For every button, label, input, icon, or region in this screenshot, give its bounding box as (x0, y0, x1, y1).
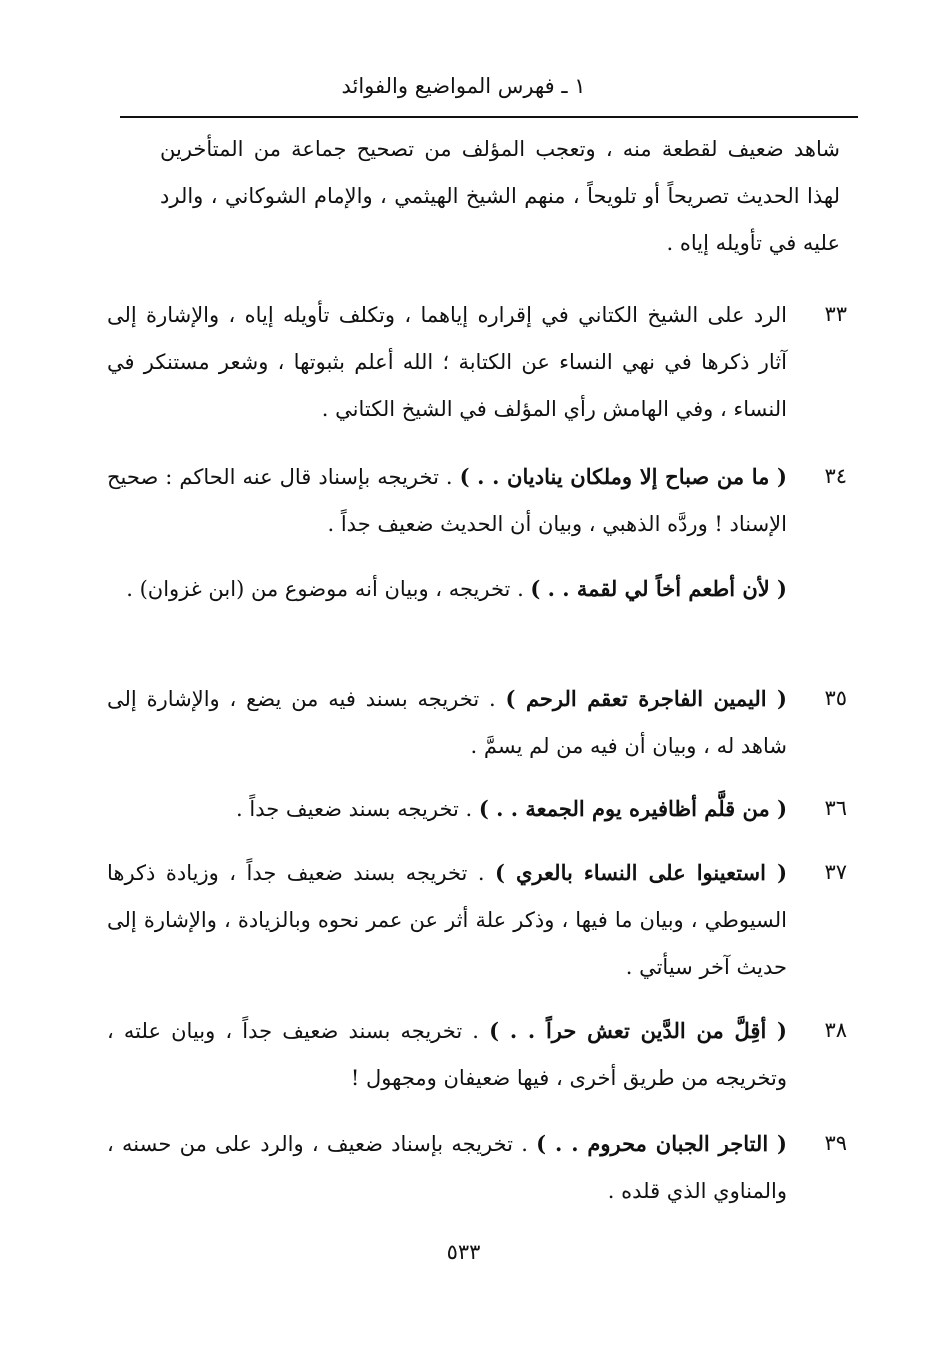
hadith-quote: ( اليمين الفاجرة تعقم الرحم ) (505, 686, 787, 711)
entry-text (107, 1120, 787, 1215)
entry-number: ٣٦ (824, 796, 847, 820)
entry-text (107, 675, 787, 770)
page-header-title: ١ ـ فهرس المواضيع والفوائد (341, 74, 586, 98)
entry-text (107, 291, 787, 433)
entry-text (107, 849, 787, 991)
entry-description: . تخريجه بسند ضعيف جداً ، وبيان علته ، وتخريجه من طريق أخرى ، فيها ضعيفان ومجهول ! (107, 1019, 787, 1090)
entry-number: ٣٩ (824, 1131, 847, 1155)
entry-description: . تخريجه بسند ضعيف جداً ، وزيادة ذكرها السيوطي ، وبيان ما فيها ، وذكر علة أثر عن عمر نحوه وبالزيادة ، والإشارة إلى حديث آخر سيأتي . (107, 861, 787, 979)
entry-description: . تخريجه ، وبيان أنه موضوع من (ابن غزوان) . (126, 577, 531, 601)
entry-description: . تخريجه بسند ضعيف جداً . (236, 797, 479, 821)
hadith-quote: ( من قلَّم أظافيره يوم الجمعة . . ) (478, 796, 787, 821)
entry-description: الرد على الشيخ الكتاني في إقراره إياهما ، وتكلف تأويله إياه ، والإشارة إلى آثار ذكرها في نهي النساء عن الكتابة ؛ الله أعلم بثبوتها ، وشعر مستنكر في النساء ، وفي الهامش رأي المؤلف في الشيخ الكتاني . (107, 303, 787, 421)
entry-text (107, 785, 787, 833)
hadith-quote: ( ما من صباح إلا وملكان يناديان . . ) (459, 464, 787, 489)
hadith-quote: ( التاجر الجبان محروم . . ) (536, 1131, 787, 1156)
entry-number: ٣٨ (824, 1018, 847, 1042)
hadith-quote: ( استعينوا على النساء بالعري ) (494, 860, 788, 885)
header-divider (120, 116, 858, 118)
entry-text (107, 453, 787, 548)
continued-paragraph: شاهد ضعيف لقطعة منه ، وتعجب المؤلف من تصحيح جماعة من المتأخرين لهذا الحديث تصريحاً أو تلويحاً ، منهم الشيخ الهيثمي ، والإمام الشوكاني ، والرد عليه في تأويله إياه . (160, 137, 840, 255)
entry-description: . تخريجه بإسناد قال عنه الحاكم : صحيح الإسناد ! وردَّه الذهبي ، وبيان أن الحديث ضعيف جداً . (107, 465, 787, 536)
entry-number: ٣٤ (824, 464, 847, 488)
entry-description: . تخريجه بسند فيه من يضع ، والإشارة إلى شاهد له ، وبيان أن فيه من لم يسمَّ . (107, 687, 787, 758)
entry-text (107, 1007, 787, 1102)
entry-text (107, 565, 787, 613)
entry-description: . تخريجه بإسناد ضعيف ، والرد على من حسنه ، والمناوي الذي قلده . (107, 1132, 787, 1203)
entry-number: ٣٣ (824, 302, 847, 326)
hadith-quote: ( لأن أطعم أخاً لي لقمة . . ) (530, 576, 787, 601)
page-number: ٥٣٣ (446, 1240, 481, 1264)
entry-number: ٣٥ (824, 686, 847, 710)
entry-number: ٣٧ (824, 860, 847, 884)
hadith-quote: ( أقِلَّ من الدَّين تعش حراً . . ) (489, 1018, 787, 1043)
